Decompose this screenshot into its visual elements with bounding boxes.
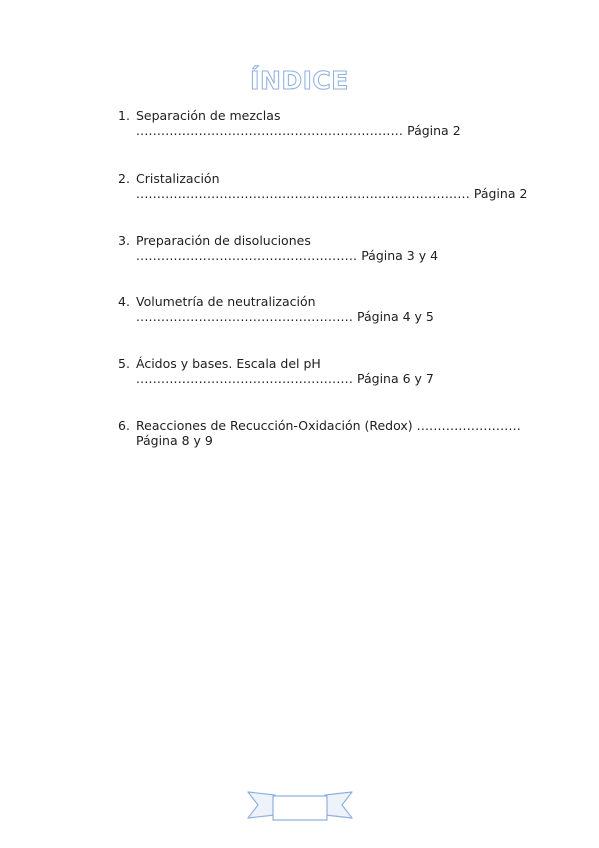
toc-dots: ....................................................	[136, 309, 354, 324]
toc-label: Separación de mezclas	[136, 108, 281, 123]
toc-number: 1.	[118, 108, 130, 123]
toc-number: 4.	[118, 294, 130, 309]
toc-number: 3.	[118, 233, 130, 248]
toc-page: Página 4 y 5	[357, 309, 434, 324]
toc-leader	[136, 371, 434, 386]
toc-leader	[136, 309, 434, 324]
toc-label-line	[136, 418, 521, 433]
toc-number: 6.	[118, 418, 130, 433]
toc-page: Página 2	[407, 123, 461, 138]
toc-label: Ácidos y bases. Escala del pH	[136, 356, 321, 371]
toc-label: Preparación de disoluciones	[136, 233, 311, 248]
ribbon-banner-icon	[247, 788, 353, 824]
toc-dots: ....................................................	[136, 371, 354, 386]
toc-leader	[136, 186, 527, 201]
toc-label: Cristalización	[136, 171, 220, 186]
toc-page: Página 8 y 9	[136, 433, 213, 448]
toc-page: Página 2	[473, 186, 528, 201]
page-title: ÍNDICE	[250, 66, 349, 95]
toc-number: 2.	[118, 171, 130, 186]
toc-label: Volumetría de neutralización	[136, 294, 316, 309]
toc-number: 5.	[118, 356, 130, 371]
toc-dots: ................................................................	[136, 123, 404, 138]
toc-dots: .....................................................	[136, 248, 358, 263]
toc-dots: ................................................................................	[136, 186, 470, 201]
toc-label: Reacciones de Recucción-Oxidación (Redox)	[136, 418, 413, 433]
toc-leader	[136, 248, 438, 263]
toc-page: Página 3 y 4	[361, 248, 439, 263]
toc-leader	[136, 123, 461, 138]
toc-page: Página 6 y 7	[357, 371, 434, 386]
toc-dots: .........................	[416, 418, 521, 433]
